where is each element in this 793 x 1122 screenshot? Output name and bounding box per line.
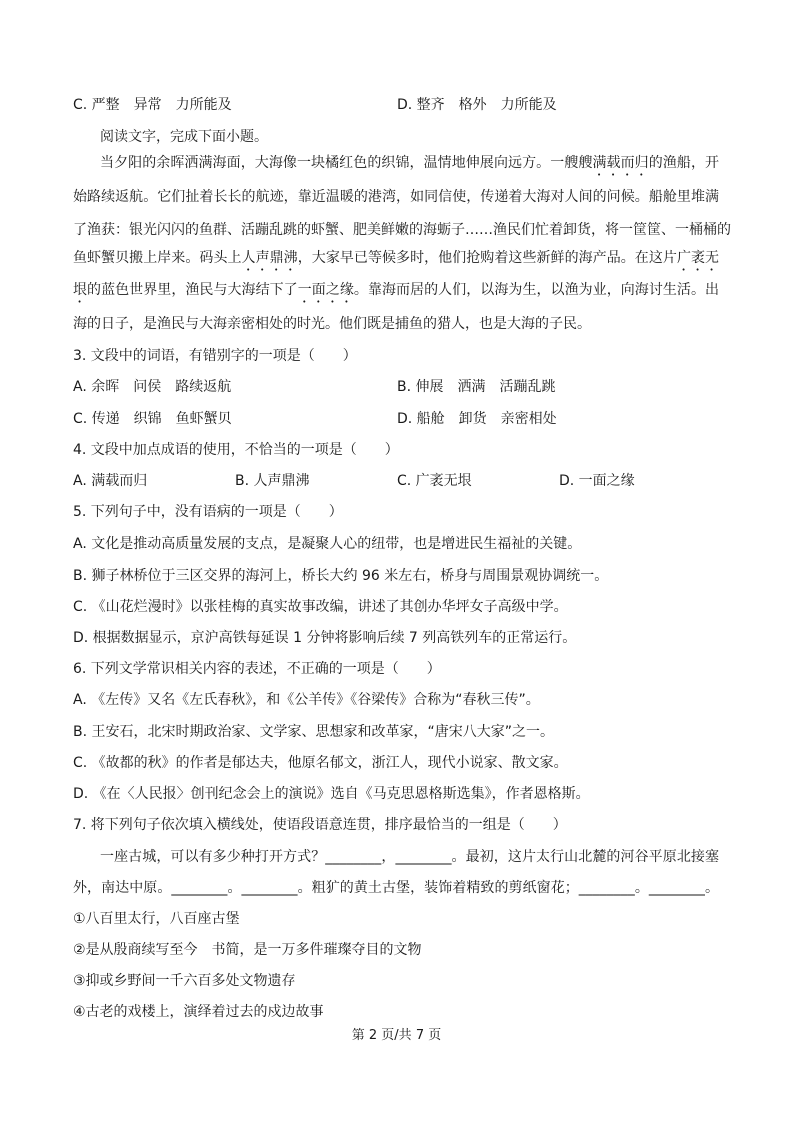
passage-line-2: 始路续返航。它们扯着长长的航迹，靠近温暖的港湾，如同信使，传递着大海对人间的问候。船舱里堆满 <box>73 189 719 205</box>
q7-stem: 7. 将下列句子依次填入横线处，使语段语意连贯，排序最恰当的一组是（ ） <box>73 817 567 833</box>
q3-option-d: D. 船舱 卸货 亲密相处 <box>397 411 557 427</box>
q4-stem: 4. 文段中加点成语的使用，不恰当的一项是（ ） <box>73 442 399 458</box>
q7-sentence-4: ④古老的戏楼上，演绎着过去的戍边故事 <box>73 1004 324 1020</box>
q3-option-a: A. 余晖 问侯 路续返航 <box>73 379 232 395</box>
passage-line-4a: 鱼虾蟹贝搬上岸来。码头上 <box>73 250 242 266</box>
q5-option-b: B. 狮子林桥位于三区交界的海河上，桥长大约 96 米左右，桥身与周围景观协调统一。 <box>73 568 609 584</box>
q2-option-d: D. 整齐 格外 力所能及 <box>397 97 557 113</box>
q5-option-a: A. 文化是推动高质量发展的支点，是凝聚人心的纽带，也是增进民生福祉的关键。 <box>73 536 582 552</box>
q4-option-a: A. 满载而归 <box>73 473 148 489</box>
q6-option-c: C. 《故都的秋》的作者是郁达夫，他原名郁文，浙江人，现代小说家、散文家。 <box>73 755 568 771</box>
q6-option-a: A. 《左传》又名《左氏春秋》，和《公羊传》《谷梁传》合称为“春秋三传”。 <box>73 692 540 708</box>
q2-option-c: C. 严整 异常 力所能及 <box>73 97 232 113</box>
q6-option-d: D. 《在〈人民报〉创刊纪念会上的演说》选自《马克思恩格斯选集》，作者恩格斯。 <box>73 786 590 802</box>
idiom-gmwy-part1: 广袤无 <box>676 250 720 266</box>
q7-paragraph-line-1: 一座古城，可以有多少种打开方式？________，________。最初，这片太行山北麓的河谷平原北接塞 <box>100 849 719 865</box>
q7-sentence-2: ②是从殷商续写至今 书简，是一万多件璀璨夺目的文物 <box>73 942 422 958</box>
q7-paragraph-line-2: 外，南达中原。________。________。粗犷的黄土古堡，装饰着精致的剪纸窗花；________。________。 <box>73 880 719 896</box>
q3-option-b: B. 伸展 洒满 活蹦乱跳 <box>397 379 556 395</box>
q4-option-c: C. 广袤无垠 <box>397 473 472 489</box>
passage-line-1-post: 的渔船，开 <box>648 155 720 171</box>
q4-option-b: B. 人声鼎沸 <box>235 473 310 489</box>
passage-line-5b: 的蓝色世界里，渔民与大海结下了 <box>87 282 298 298</box>
passage-line-3: 了渔获：银光闪闪的鱼群、活蹦乱跳的虾蟹、肥美鲜嫩的海蛎子……渔民们忙着卸货，将一筐筐、一桶桶的 <box>73 222 731 238</box>
passage-line-5 <box>73 280 719 306</box>
q4-option-d: D. 一面之缘 <box>559 473 635 489</box>
reading-instruction: 阅读文字，完成下面小题。 <box>100 129 268 145</box>
page-footer: 第 2 页/共 7 页 <box>351 1028 442 1043</box>
q6-stem: 6. 下列文学常识相关内容的表述，不正确的一项是（ ） <box>73 661 441 677</box>
idiom-rsdf: 人声鼎沸 <box>241 250 298 266</box>
q3-stem: 3. 文段中的词语，有错别字的一项是（ ） <box>73 348 357 364</box>
idiom-gmwy-part2: 垠 <box>73 282 88 298</box>
q3-option-c: C. 传递 织锦 鱼虾蟹贝 <box>73 411 232 427</box>
passage-line-4 <box>73 248 719 274</box>
passage-line-4c: ，大家早已等候多时，他们抢购着这些新鲜的海产品。在这片 <box>297 250 677 266</box>
idiom-ymzy: 一面之缘 <box>297 282 354 298</box>
q7-sentence-1: ①八百里太行，八百座古堡 <box>73 911 240 927</box>
passage-line-1-pre: 当夕阳的余晖洒满海面，大海像一块橘红色的织锦，温情地伸展向远方。一艘艘 <box>100 155 593 171</box>
q5-option-c: C. 《山花烂漫时》以张桂梅的真实故事改编，讲述了其创办华坪女子高级中学。 <box>73 599 568 615</box>
passage-line-1 <box>100 153 719 179</box>
idiom-mzeg: 满载而归 <box>592 155 649 171</box>
q6-option-b: B. 王安石，北宋时期政治家、文学家、思想家和改革家，“唐宋八大家”之一。 <box>73 724 555 740</box>
q7-sentence-3: ③抑或乡野间一千六百多处文物遗存 <box>73 973 296 989</box>
q5-option-d: D. 根据数据显示，京沪高铁每延误 1 分钟将影响后续 7 列高铁列车的正常运行。 <box>73 630 577 646</box>
passage-line-5d: 。靠海而居的人们，以海为生，以渔为业，向海讨生活。出 <box>353 282 720 298</box>
q5-stem: 5. 下列句子中，没有语病的一项是（ ） <box>73 504 343 520</box>
passage-line-6: 海的日子，是渔民与大海亲密相处的时光。他们既是捕鱼的猎人，也是大海的子民。 <box>73 316 591 332</box>
